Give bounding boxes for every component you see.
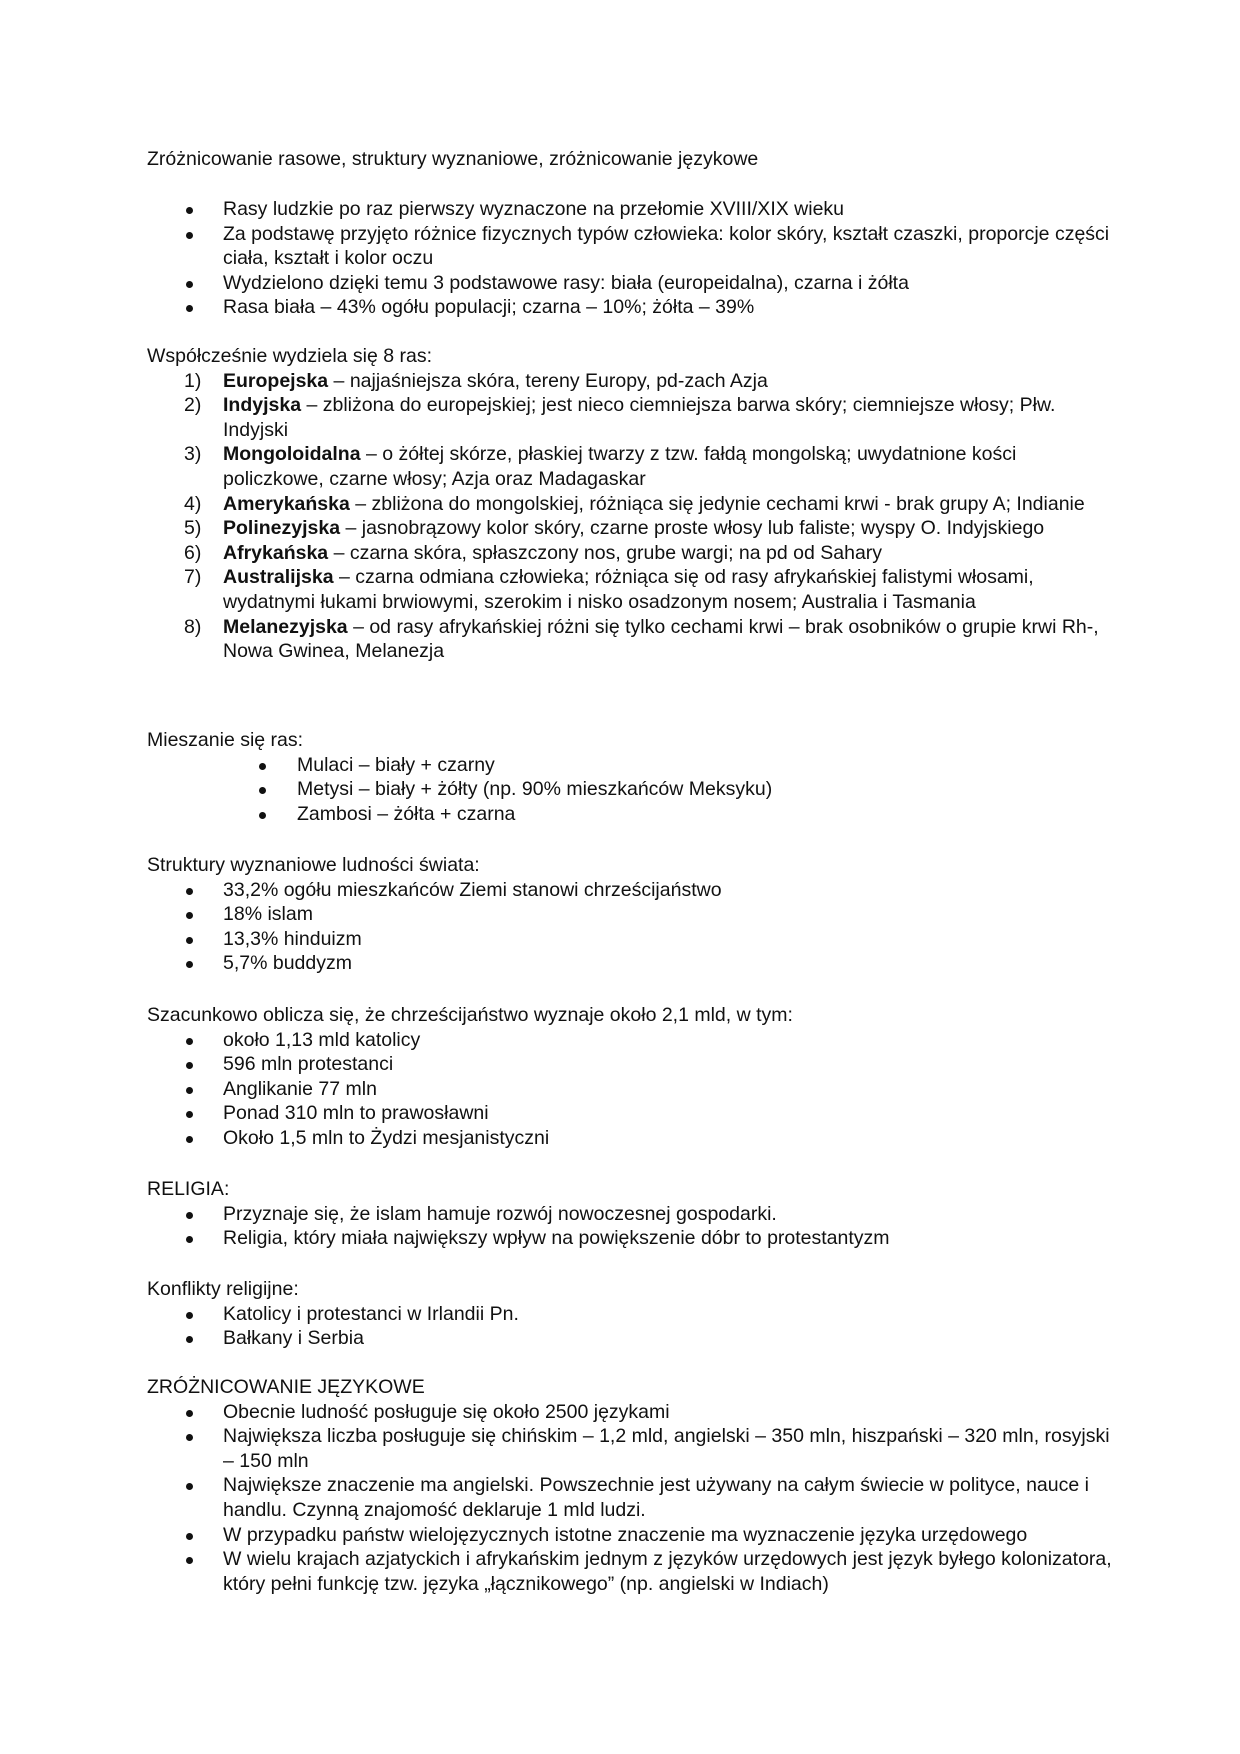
race-item: 3) Mongoloidalna – o żółtej skórze, płaskiej twarzy z tzw. fałdą mongolską; uwydatnione kości policzkowe, czarne włosy; Azja oraz Madagaskar	[184, 443, 1017, 490]
languages-list	[147, 1400, 1117, 1597]
list-item: Przyznaje się, że islam hamuje rozwój nowoczesnej gospodarki.	[147, 1202, 1117, 1227]
bullet-icon	[186, 232, 193, 239]
list-item: 18% islam	[147, 902, 1117, 927]
bullet-icon	[186, 1136, 193, 1143]
mixing-heading: Mieszanie się ras:	[147, 729, 304, 751]
christianity-section	[147, 1003, 1117, 1151]
list-item: Zambosi – żółta + czarna	[147, 802, 1117, 827]
list-item: Wydzielono dzięki temu 3 podstawowe rasy: biała (europeidalna), czarna i żółta	[147, 271, 1117, 296]
bullet-icon	[186, 1038, 193, 1045]
race-item: 4) Amerykańska – zbliżona do mongolskiej, różniąca się jedynie cechami krwi - brak grupy A; Indianie	[184, 492, 1085, 515]
bullet-icon	[186, 1212, 193, 1219]
bullet-icon	[186, 1533, 193, 1540]
bullet-icon	[259, 787, 266, 794]
list-item: Religia, który miała największy wpływ na powiększenie dóbr to protestantyzm	[147, 1226, 1117, 1251]
list-item: 33,2% ogółu mieszkańców Ziemi stanowi chrześcijaństwo	[147, 878, 1117, 903]
religion-structure-section	[147, 853, 1117, 976]
intro-list	[147, 197, 1117, 320]
religion-structure-list	[147, 878, 1117, 976]
languages-section	[147, 1375, 1117, 1596]
bullet-icon	[186, 1410, 193, 1417]
list-item: W przypadku państw wielojęzycznych istotne znaczenie ma wyznaczenie języka urzędowego	[147, 1523, 1117, 1548]
intro-section	[147, 197, 1117, 320]
mixing-section	[147, 728, 1117, 826]
religia-list	[147, 1202, 1117, 1251]
bullet-icon	[186, 1434, 193, 1441]
race-item: 6) Afrykańska – czarna skóra, spłaszczony nos, grube wargi; na pd od Sahary	[184, 541, 883, 564]
race-item: 1) Europejska – najjaśniejsza skóra, tereny Europy, pd-zach Azja	[184, 369, 768, 392]
list-item: Metysi – biały + żółty (np. 90% mieszkańców Meksyku)	[147, 777, 1117, 802]
race-item: 8) Melanezyjska – od rasy afrykańskiej różni się tylko cechami krwi – brak osobników o grupie krwi Rh-, Nowa Gwinea, Melanezja	[184, 615, 1099, 663]
bullet-icon	[186, 281, 193, 288]
bullet-icon	[186, 1111, 193, 1118]
list-item: Katolicy i protestanci w Irlandii Pn.	[147, 1302, 1117, 1327]
bullet-icon	[186, 912, 193, 919]
race-item: 5) Polinezyjska – jasnobrązowy kolor skóry, czarne proste włosy lub faliste; wyspy O. Indyjskiego	[184, 517, 1045, 540]
list-item: Obecnie ludność posługuje się około 2500 językami	[147, 1400, 1117, 1425]
religion-structure-heading: Struktury wyznaniowe ludności świata:	[147, 854, 480, 876]
religia-heading: RELIGIA:	[147, 1178, 230, 1200]
list-item: Rasa biała – 43% ogółu populacji; czarna – 10%; żółta – 39%	[147, 295, 1117, 320]
bullet-icon	[186, 1236, 193, 1243]
list-item: Bałkany i Serbia	[147, 1326, 1117, 1351]
list-item: 5,7% buddyzm	[147, 951, 1117, 976]
list-item: 13,3% hinduizm	[147, 927, 1117, 952]
list-item: W wielu krajach azjatyckich i afrykańskim jednym z języków urzędowych jest język byłego kolonizatora, który pełni funkcję tzw. języka „łącznikowego” (np. angielski w Indiach)	[147, 1547, 1117, 1596]
bullet-icon	[186, 1336, 193, 1343]
list-item: 596 mln protestanci	[147, 1052, 1117, 1077]
list-item: Największa liczba posługuje się chińskim – 1,2 mld, angielski – 350 mln, hiszpański – 320 mln, rosyjski – 150 mln	[147, 1424, 1117, 1473]
list-item: Anglikanie 77 mln	[147, 1077, 1117, 1102]
races-list	[147, 369, 1117, 664]
list-item: Ponad 310 mln to prawosławni	[147, 1101, 1117, 1126]
list-item: Mulaci – biały + czarny	[147, 753, 1117, 778]
races-section	[147, 344, 1117, 664]
bullet-icon	[186, 937, 193, 944]
document-title: Zróżnicowanie rasowe, struktury wyznaniowe, zróżnicowanie językowe	[147, 148, 759, 170]
languages-heading: ZRÓŻNICOWANIE JĘZYKOWE	[147, 1376, 425, 1398]
bullet-icon	[186, 1483, 193, 1490]
race-item: 7) Australijska – czarna odmiana człowieka; różniąca się od rasy afrykańskiej falistymi włosami, wydatnymi łukami brwiowymi, szerokim i nisko osadzonym nosem; Australia i Tasmania	[184, 566, 1034, 613]
conflicts-section	[147, 1277, 1117, 1351]
list-item: Największe znaczenie ma angielski. Powszechnie jest używany na całym świecie w polityce, nauce i handlu. Czynną znajomość deklaruje 1 mld ludzi.	[147, 1473, 1117, 1522]
bullet-icon	[186, 961, 193, 968]
christianity-list	[147, 1028, 1117, 1151]
mixing-list	[147, 753, 1117, 827]
conflicts-heading: Konflikty religijne:	[147, 1278, 299, 1300]
bullet-icon	[259, 763, 266, 770]
bullet-icon	[259, 812, 266, 819]
christianity-heading: Szacunkowo oblicza się, że chrześcijaństwo wyznaje około 2,1 mld, w tym:	[147, 1004, 793, 1026]
bullet-icon	[186, 1087, 193, 1094]
bullet-icon	[186, 1557, 193, 1564]
document-title-section	[147, 147, 1117, 172]
bullet-icon	[186, 1062, 193, 1069]
conflicts-list	[147, 1302, 1117, 1351]
list-item: Za podstawę przyjęto różnice fizycznych typów człowieka: kolor skóry, kształt czaszki, proporcje części ciała, kształt i kolor oczu	[147, 222, 1117, 271]
religia-section	[147, 1177, 1117, 1251]
bullet-icon	[186, 305, 193, 312]
races-heading: Współcześnie wydziela się 8 ras:	[147, 345, 433, 367]
race-item: 2) Indyjska – zbliżona do europejskiej; jest nieco ciemniejsza barwa skóry; ciemniejsze włosy; Płw. Indyjski	[184, 394, 1056, 441]
list-item: Rasy ludzkie po raz pierwszy wyznaczone na przełomie XVIII/XIX wieku	[147, 197, 1117, 222]
bullet-icon	[186, 207, 193, 214]
bullet-icon	[186, 888, 193, 895]
list-item: Około 1,5 mln to Żydzi mesjanistyczni	[147, 1126, 1117, 1151]
bullet-icon	[186, 1312, 193, 1319]
list-item: około 1,13 mld katolicy	[147, 1028, 1117, 1053]
